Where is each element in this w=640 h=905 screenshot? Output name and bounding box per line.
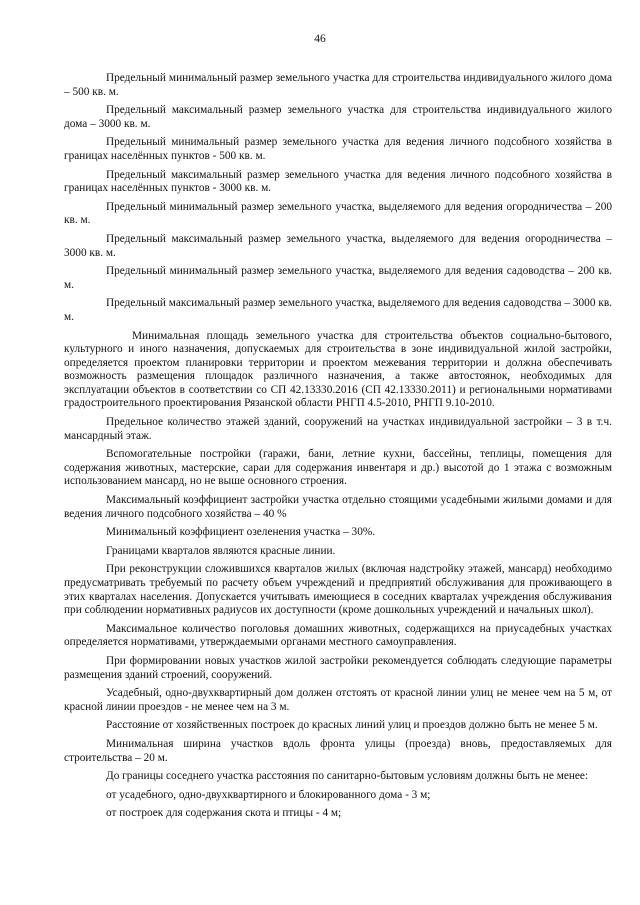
paragraph: Предельный максимальный размер земельного участка, выделяемого для ведения огородничества – 3000 кв. м. xyxy=(64,232,612,259)
paragraph: Предельный максимальный размер земельного участка для ведения личного подсобного хозяйства в границах населённых пунктов - 3000 кв. м. xyxy=(64,168,612,195)
paragraph: При формировании новых участков жилой застройки рекомендуется соблюдать следующие параметры размещения зданий строений, сооружений. xyxy=(64,654,612,681)
document-body xyxy=(64,72,612,826)
paragraph: Границами кварталов являются красные линии. xyxy=(106,544,336,557)
paragraph: Максимальный коэффициент застройки участка отдельно стоящими усадебными жилыми домами и для ведения личного подсобного хозяйства – 40 % xyxy=(64,494,612,520)
paragraph: При реконструкции сложившихся кварталов жилых (включая надстройку этажей, мансард) необходимо предусматривать требуемый по расчету объем учреждений и предприятий обслуживания для проживающего в этих кварталах населения. Допускается учитывать имеющиеся в соседних кварталах учреждения обслуживания при соблюдении нормативных радиусов их доступности (кроме дошкольных учреждений и начальных школ). xyxy=(64,563,612,617)
paragraph: Максимальное количество поголовья домашних животных, содержащихся на приусадебных участках определяется нормативами, утверждаемыми органами местного самоуправления. xyxy=(64,622,612,649)
paragraph: Предельный максимальный размер земельного участка для строительства индивидуального жилого дома – 3000 кв. м. xyxy=(64,104,612,130)
paragraph: Минимальная площадь земельного участка для строительства объектов социально-бытового, культурного и иного назначения, допускаемых для строительства в зоне индивидуальной жилой застройки, определяется проектом планировки территории и проектом межевания территории и должна обеспечивать возможность размещения площадок различного назначения, а также автостоянок, необходимых для эксплуатации объектов в соответствии со СП 42.13330.2016 (СП 42.13330.2011) и региональными нормативами градостроительного проектирования Рязанской области РНГП 4.5-2010, РНГП 9.10-2010. xyxy=(64,329,612,410)
paragraph: Предельный минимальный размер земельного участка для строительства индивидуального жилого дома – 500 кв. м. xyxy=(64,72,612,98)
paragraph: Предельное количество этажей зданий, сооружений на участках индивидуальной застройки – 3 в т.ч. мансардный этаж. xyxy=(64,416,612,442)
paragraph: Расстояние от хозяйственных построек до красных линий улиц и проездов должно быть не менее 5 м. xyxy=(106,719,598,732)
page-number: 46 xyxy=(314,33,326,45)
paragraph: Предельный минимальный размер земельного участка, выделяемого для ведения огородничества – 200 кв. м. xyxy=(64,200,612,227)
paragraph: До границы соседнего участка расстояния по санитарно-бытовым условиям должны быть не менее: xyxy=(106,770,589,783)
paragraph: Предельный минимальный размер земельного участка, выделяемого для ведения садоводства – 200 кв. м. xyxy=(64,265,612,291)
paragraph: Усадебный, одно-двухквартирный дом должен отстоять от красной линии улиц не менее чем на 5 м, от красной линии проездов - не менее чем на 3 м. xyxy=(64,687,612,713)
paragraph: Предельный максимальный размер земельного участка, выделяемого для ведения садоводства – 3000 кв. м. xyxy=(64,297,612,323)
paragraph: Минимальный коэффициент озеленения участка – 30%. xyxy=(106,526,376,539)
paragraph: от построек для содержания скота и птицы - 4 м; xyxy=(106,807,342,820)
paragraph: Вспомогательные постройки (гаражи, бани, летние кухни, бассейны, теплицы, помещения для содержания животных, мастерские, сараи для содержания инвентаря и др.) высотой до 1 этажа с возможным использованием мансард, но не выше основного строения. xyxy=(64,448,612,488)
paragraph: Предельный минимальный размер земельного участка для ведения личного подсобного хозяйства в границах населённых пунктов - 500 кв. м. xyxy=(64,136,612,162)
paragraph: от усадебного, одно-двухквартирного и блокированного дома - 3 м; xyxy=(106,788,431,801)
paragraph: Минимальная ширина участков вдоль фронта улицы (проезда) вновь, предоставляемых для строительства – 20 м. xyxy=(64,737,612,764)
